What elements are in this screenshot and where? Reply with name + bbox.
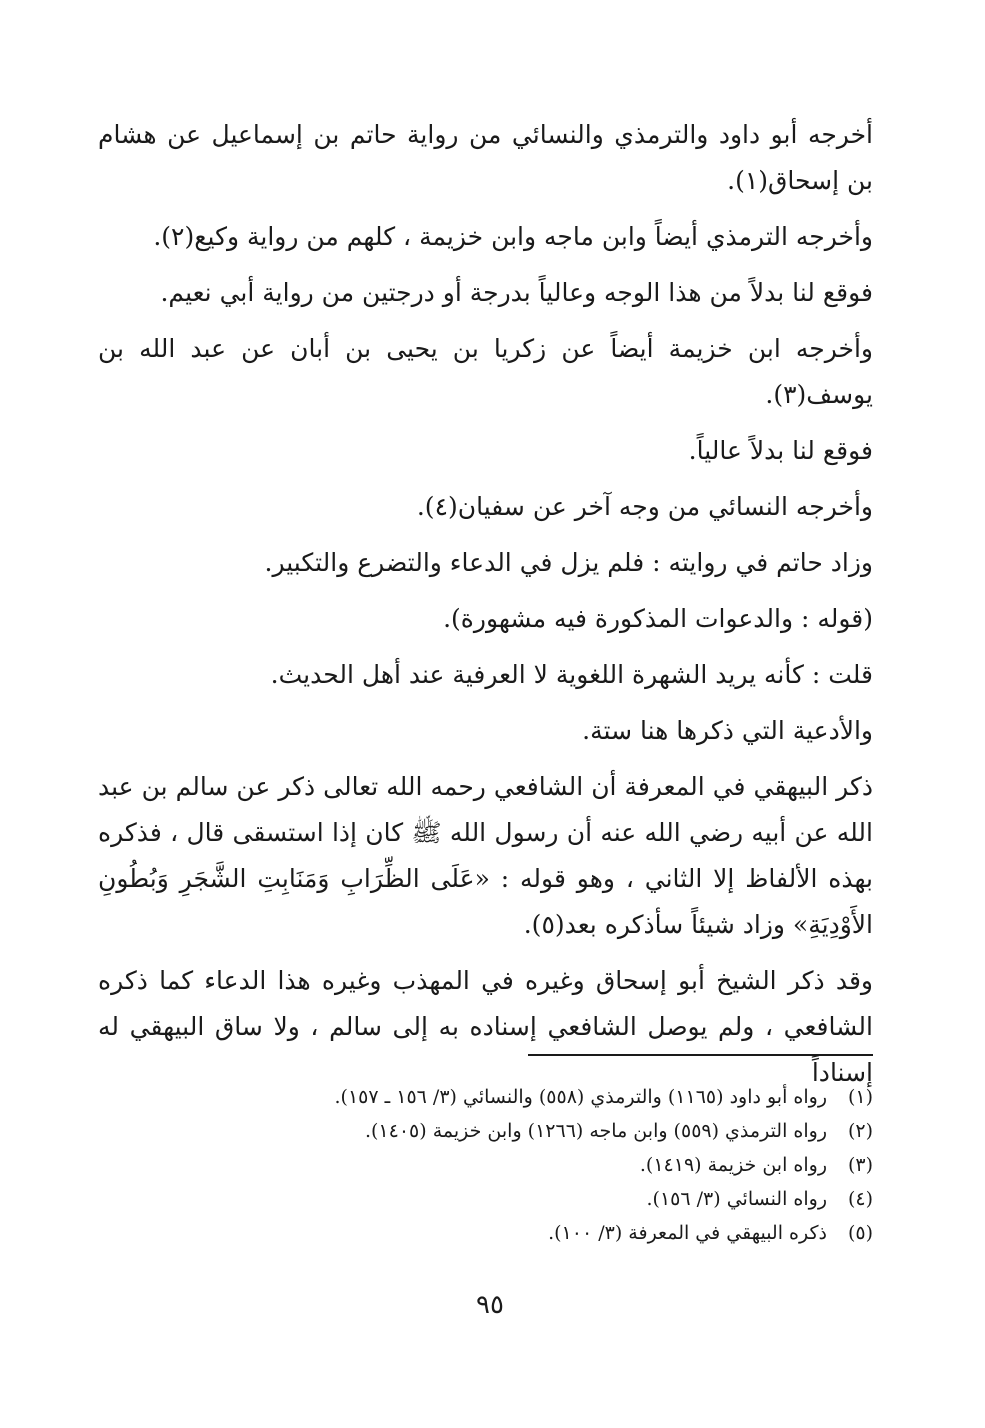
footnote-text: رواه النسائي (٣/ ١٥٦). bbox=[646, 1188, 827, 1210]
footnote-text: رواه أبو داود (١١٦٥) والترمذي (٥٥٨) والنسائي (٣/ ١٥٦ ـ ١٥٧). bbox=[334, 1086, 827, 1108]
footnote bbox=[200, 1182, 873, 1216]
footnote-number: (٢) bbox=[847, 1120, 873, 1142]
footnote-text: رواه ابن خزيمة (١٤١٩). bbox=[639, 1154, 827, 1176]
page-number: ٩٥ bbox=[476, 1290, 504, 1320]
paragraph: وقد ذكر الشيخ أبو إسحاق وغيره في المهذب وغيره هذا الدعاء كما ذكره الشافعي ، ولم يوصل الشافعي إسناده به إلى سالم ، ولا ساق البيهقي له إسناداً bbox=[98, 966, 873, 1087]
footnote-number: (٥) bbox=[847, 1222, 873, 1244]
footnote bbox=[200, 1114, 873, 1148]
footnote bbox=[200, 1080, 873, 1114]
paragraph: والأدعية التي ذكرها هنا ستة. bbox=[582, 716, 873, 745]
paragraph: أخرجه أبو داود والترمذي والنسائي من رواية حاتم بن إسماعيل عن هشام بن إسحاق(١). bbox=[98, 120, 873, 195]
footnote bbox=[200, 1148, 873, 1182]
paragraph: وأخرجه الترمذي أيضاً وابن ماجه وابن خزيمة ، كلهم من رواية وكيع(٢). bbox=[153, 222, 873, 251]
paragraph: فوقع لنا بدلاً عالياً. bbox=[688, 436, 873, 465]
footnote bbox=[200, 1216, 873, 1250]
footnote-text: رواه الترمذي (٥٥٩) وابن ماجه (١٢٦٦) وابن خزيمة (١٤٠٥). bbox=[364, 1120, 827, 1142]
paragraph: وأخرجه النسائي من وجه آخر عن سفيان(٤). bbox=[416, 492, 873, 521]
footnote-number: (٤) bbox=[847, 1188, 873, 1210]
footnote-divider bbox=[528, 1054, 873, 1056]
footnote-number: (١) bbox=[847, 1086, 873, 1108]
paragraph: وأخرجه ابن خزيمة أيضاً عن زكريا بن يحيى بن أبان عن عبد الله بن يوسف(٣). bbox=[98, 334, 873, 409]
paragraph: (قوله : والدعوات المذكورة فيه مشهورة). bbox=[443, 604, 873, 633]
paragraph: ذكر البيهقي في المعرفة أن الشافعي رحمه الله تعالى ذكر عن سالم بن عبد الله عن أبيه رضي الله عنه أن رسول الله ﷺ كان إذا استسقى قال ، فذكره بهذه الألفاظ إلا الثاني ، وهو قوله : «عَلَى الظِّرَابِ وَمَنَابِتِ الشَّجَرِ وَبُطُونِ الأَوْدِيَةِ» وزاد شيئاً سأذكره بعد(٥). bbox=[98, 772, 873, 939]
paragraph: فوقع لنا بدلاً من هذا الوجه وعالياً بدرجة أو درجتين من رواية أبي نعيم. bbox=[160, 278, 873, 307]
paragraph: قلت : كأنه يريد الشهرة اللغوية لا العرفية عند أهل الحديث. bbox=[270, 660, 873, 689]
paragraph: وزاد حاتم في روايته : فلم يزل في الدعاء والتضرع والتكبير. bbox=[264, 548, 873, 577]
footnote-number: (٣) bbox=[847, 1154, 873, 1176]
footnotes bbox=[200, 1080, 873, 1250]
footnote-text: ذكره البيهقي في المعرفة (٣/ ١٠٠). bbox=[548, 1222, 827, 1244]
body-text bbox=[98, 112, 873, 1106]
